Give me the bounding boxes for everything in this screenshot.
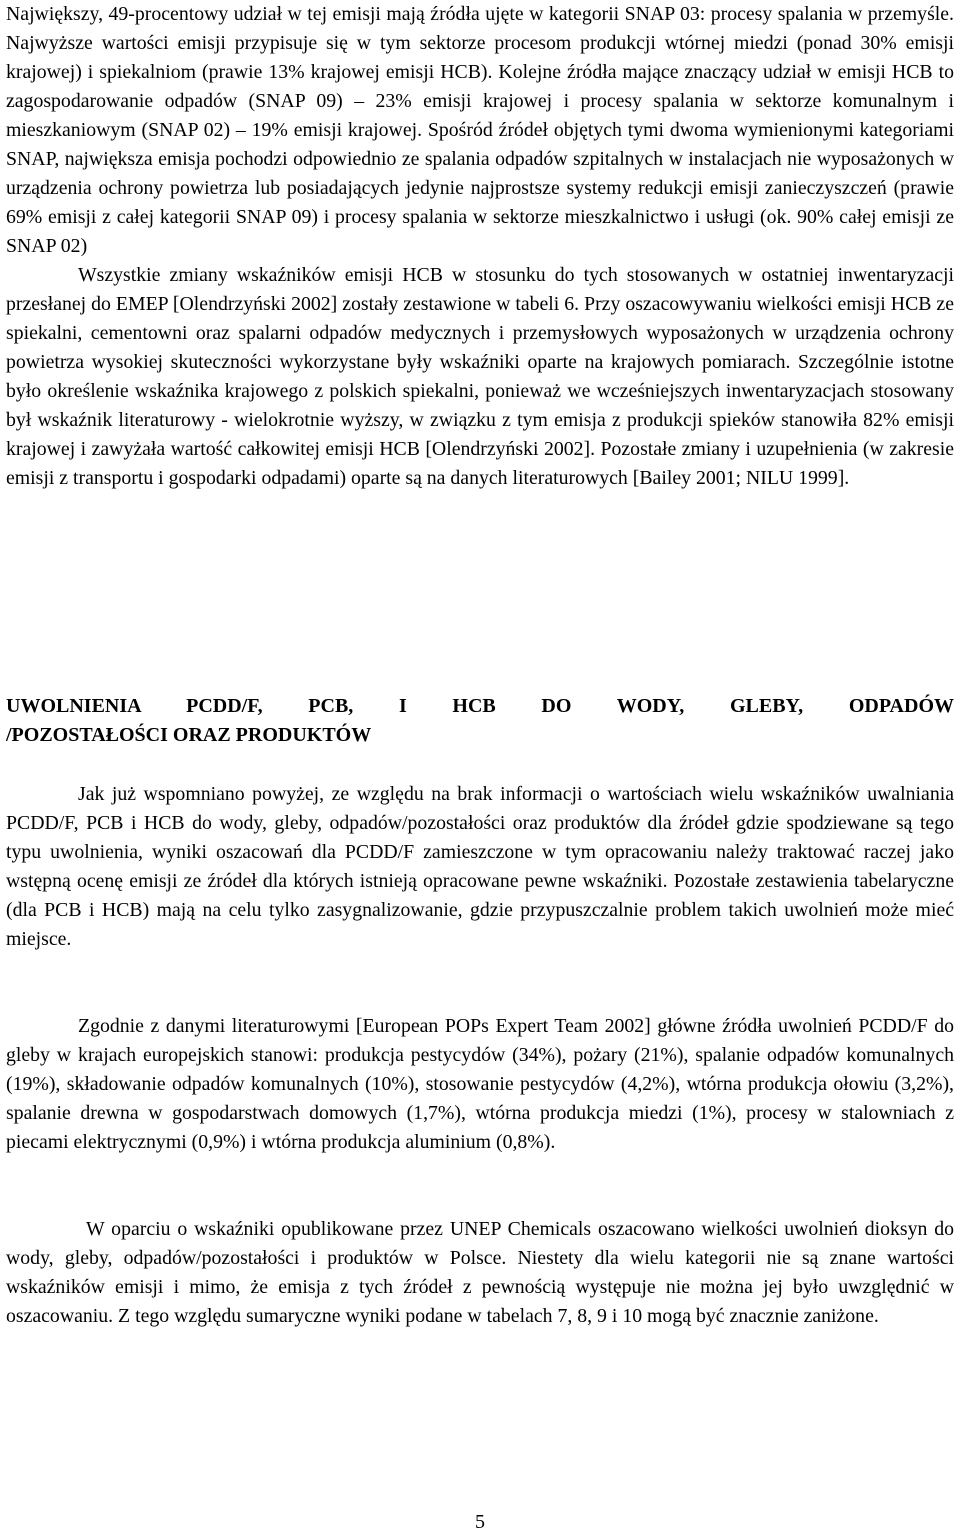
document-page <box>6 0 954 1537</box>
section-unep-estimates <box>6 1215 954 1331</box>
paragraph-unep-estimates: W oparciu o wskaźniki opublikowane przez UNEP Chemicals oszacowano wielkości uwolnień dioksyn do wody, gleby, odpadów/pozostałości i produktów w Polsce. Niestety dla wielu kategorii nie są znane wartości wskaźników emisji i mimo, że emisja z tych źródeł z pewnością występuje nie można jej było uwzględnić w oszacowaniu. Z tego względu sumaryczne wyniki podane w tabelach 7, 8, 9 i 10 mogą być znacznie zaniżone. <box>6 1218 954 1327</box>
section-heading <box>6 692 954 750</box>
paragraph-release-factors: Jak już wspomniano powyżej, ze względu na brak informacji o wartościach wielu wskaźników uwalniania PCDD/F, PCB i HCB do wody, gleby, odpadów/pozostałości oraz produktów dla źródeł gdzie spodziewane są tego typu uwolnienia, wyniki oszacowań dla PCDD/F zamieszczone w tym opracowaniu należy traktować raczej jako wstępną ocenę emisji ze źródeł dla których istnieją opracowane pewne wskaźniki. Pozostałe zestawienia tabelaryczne (dla PCB i HCB) mają na celu tylko zasygnalizowanie, gdzie przypuszczalnie problem takich uwolnień może mieć miejsce. <box>6 783 954 950</box>
page-number: 5 <box>475 1511 485 1533</box>
paragraph-hcb-factor-changes: Wszystkie zmiany wskaźników emisji HCB w stosunku do tych stosowanych w ostatniej inwentaryzacji przesłanej do EMEP [Olendrzyński 2002] zostały zestawione w tabeli 6. Przy oszacowywaniu wielkości emisji HCB ze spiekalni, cementowni oraz spalarni odpadów medycznych i przemysłowych wyposażonych w urządzenia ochrony powietrza wysokiej skuteczności wykorzystane były wskaźniki oparte na krajowych pomiarach. Szczególnie istotne było określenie wskaźnika krajowego z polskich spiekalni, ponieważ we wcześniejszych inwentaryzacjach stosowany był wskaźnik literaturowy - wielokrotnie wyższy, w związku z tym emisja z produkcji spieków stanowiła 82% emisji krajowej i zawyżała wartość całkowitej emisji HCB [Olendrzyński 2002]. Pozostałe zmiany i uzupełnienia (w zakresie emisji z transportu i gospodarki odpadami) oparte są na danych literaturowych [Bailey 2001; NILU 1999]. <box>6 264 954 489</box>
paragraph-soil-release-sources: Zgodnie z danymi literaturowymi [European POPs Expert Team 2002] główne źródła uwolnień PCDD/F do gleby w krajach europejskich stanowi: produkcja pestycydów (34%), pożary (21%), spalanie odpadów komunalnych (19%), składowanie odpadów komunalnych (10%), stosowanie pestycydów (4,2%), wtórna produkcja ołowiu (3,2%), spalanie drewna w gospodarstwach domowych (1,7%), wtórna produkcja miedzi (1%), procesy w stalowniach z piecami elektrycznymi (0,9%) i wtórna produkcja aluminium (0,8%). <box>6 1015 954 1153</box>
section-soil-releases <box>6 1012 954 1157</box>
section-heading-line-2: /POZOSTAŁOŚCI ORAZ PRODUKTÓW <box>6 724 372 746</box>
section-hcb-emissions <box>6 0 954 493</box>
paragraph-hcb-emission-share: Największy, 49-procentowy udział w tej emisji mają źródła ujęte w kategorii SNAP 03: procesy spalania w przemyśle. Najwyższe wartości emisji przypisuje się w tym sektorze procesom produkcji wtórnej miedzi (ponad 30% emisji krajowej) i spiekalniom (prawie 13% krajowej emisji HCB). Kolejne źródła mające znaczący udział w emisji HCB to zagospodarowanie odpadów (SNAP 09) – 23% emisji krajowej i procesy spalania w sektorze komunalnym i mieszkaniowym (SNAP 02) – 19% emisji krajowej. Spośród źródeł objętych tymi dwoma wymienionymi kategoriami SNAP, największa emisja pochodzi odpowiednio ze spalania odpadów szpitalnych w instalacjach nie wyposażonych w urządzenia ochrony powietrza lub posiadających jedynie najprostsze systemy redukcji emisji zanieczyszczeń (prawie 69% emisji z całej kategorii SNAP 09) i procesy spalania w sektorze mieszkalnictwo i usługi (ok. 90% całej emisji ze SNAP 02) <box>6 3 954 257</box>
section-heading-line-1: UWOLNIENIA PCDD/F, PCB, I HCB DO WODY, GLEBY, ODPADÓW <box>6 695 954 717</box>
section-releases-intro <box>6 780 954 954</box>
